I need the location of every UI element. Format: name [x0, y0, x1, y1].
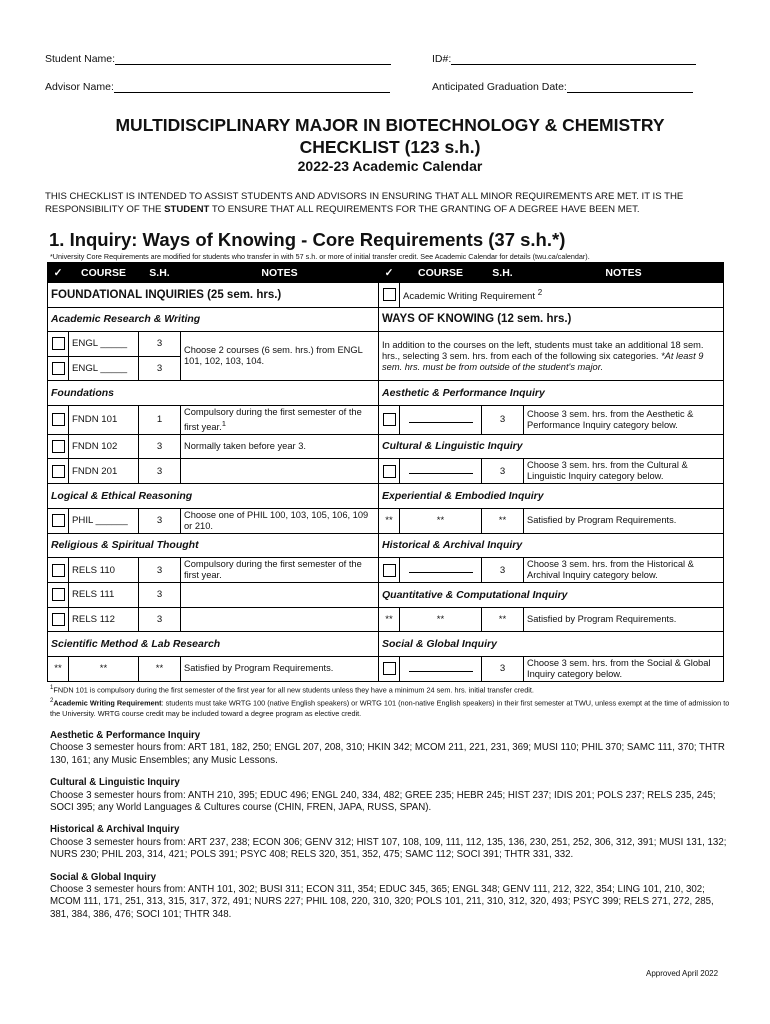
engl-2-checkbox[interactable]: [52, 362, 65, 375]
table-cell: [48, 508, 69, 533]
scientific-heading: Scientific Method & Lab Research: [48, 632, 379, 657]
table-row: [48, 332, 724, 357]
calendar-title: 2022-23 Academic Calendar: [297, 158, 483, 174]
quantitative-sh: **: [482, 607, 524, 632]
category-text: Choose 3 semester hours from: ART 181, 182, 250; ENGL 207, 208, 310; HKIN 342; MCOM 211, 221, 231, 369; MUSI 110; PHIL 370; SAMC 111, 370; THTR 130, 161; any Music Ensembles; any Music Lessons.: [50, 742, 725, 766]
list-item: [50, 777, 730, 814]
historical-course-field[interactable]: [400, 558, 482, 583]
fndn101-course: FNDN 101: [69, 405, 139, 434]
category-text: Choose 3 semester hours from: ANTH 101, 302; BUSI 311; ECON 311, 354; EDUC 345, 365; ENGL 348; GENV 111, 212, 322, 354; LING 101, 210, 302; MCOM 111, 171, 251, 313, 315, 317, 372, 491; NURS 227; PHIL 108, 220, 310, 320; POLS 101, 211, 310, 312, 320, 493; PSYC 399; RELS 271, 272, 285, 381, 384, 386, 476; SOCI 101; THTR 348.: [50, 884, 714, 920]
quantitative-note: Satisfied by Program Requirements.: [524, 607, 724, 632]
phil-note: Choose one of PHIL 100, 103, 105, 106, 109 or 210.: [181, 508, 379, 533]
table-cell: [379, 405, 400, 434]
ways-of-knowing-heading: WAYS OF KNOWING (12 sem. hrs.): [379, 307, 724, 332]
social-course-field[interactable]: [400, 656, 482, 681]
footnote-ref: 2: [537, 287, 543, 297]
table-row: [48, 656, 724, 681]
phil-course[interactable]: PHIL ______: [69, 508, 139, 533]
check-header-right: ✓: [379, 263, 400, 283]
wok-note-italic: *At least 9 sem. hrs. must be from outside of the student's major.: [382, 350, 704, 372]
graduation-date-field[interactable]: [567, 82, 693, 93]
table-cell: [48, 607, 69, 632]
footnote-2-text: : students must take WRTG 100 (native English speakers) or WRTG 101 (non-native English speakers) in their first semester at TWU, unless exempt at the time of admission to the University. WRTG course credit may be included toward a degree program as elective credit.: [50, 698, 730, 718]
table-cell: [48, 459, 69, 484]
notice-text-end: TO ENSURE THAT ALL REQUIREMENTS FOR THE GRANTING OF A DEGREE HAVE BEEN MET.: [209, 204, 640, 215]
blank-line: [409, 414, 473, 423]
notes-header-right: NOTES: [524, 263, 724, 283]
sh-header: S.H.: [139, 263, 181, 283]
list-item: [50, 824, 730, 861]
table-row: [48, 381, 724, 406]
footnotes: [50, 683, 730, 719]
student-name-row: [45, 53, 391, 65]
id-label: ID#:: [432, 53, 452, 65]
rels112-course: RELS 112: [69, 607, 139, 632]
footnote-ref: 1: [221, 418, 227, 428]
category-heading: Cultural & Linguistic Inquiry: [50, 777, 180, 789]
rels110-sh: 3: [139, 558, 181, 583]
rels112-sh: 3: [139, 607, 181, 632]
engl-2-course[interactable]: ENGL _____: [69, 356, 139, 381]
engl-1-checkbox[interactable]: [52, 337, 65, 350]
table-row: [48, 405, 724, 434]
academic-writing-checkbox[interactable]: [383, 288, 396, 301]
table-row: [48, 459, 724, 484]
experiential-heading: Experiential & Embodied Inquiry: [379, 484, 724, 509]
table-cell: [48, 434, 69, 459]
blank-line: [409, 465, 473, 474]
fndn102-checkbox[interactable]: [52, 440, 65, 453]
checklist-table: [47, 262, 724, 682]
table-cell: [379, 656, 400, 681]
quantitative-check: **: [379, 607, 400, 632]
category-heading: Social & Global Inquiry: [50, 871, 157, 883]
table-cell: [48, 558, 69, 583]
section-note: *University Core Requirements are modified for students who transfer in with 57 s.h. or more of initial transfer credit. See Academic Calendar for details (twu.ca/calendar).: [50, 252, 590, 261]
blank-line: [409, 564, 473, 573]
page-title: MULTIDISCIPLINARY MAJOR IN BIOTECHNOLOGY & CHEMISTRY: [115, 115, 665, 135]
category-heading: Aesthetic & Performance Inquiry: [50, 730, 201, 741]
footnote-2-bold: Academic Writing Requirement: [53, 698, 162, 708]
table-cell: [379, 558, 400, 583]
engl-1-course[interactable]: ENGL _____: [69, 332, 139, 357]
approval-date: Approved April 2022: [646, 969, 719, 978]
category-lists: [50, 730, 730, 931]
list-item: [50, 730, 730, 767]
footnote-marker: 1: [50, 684, 54, 691]
intro-notice: [45, 190, 725, 216]
historical-checkbox[interactable]: [383, 564, 396, 577]
phil-sh: 3: [139, 508, 181, 533]
rels110-checkbox[interactable]: [52, 564, 65, 577]
scientific-check: **: [48, 656, 69, 681]
phil-checkbox[interactable]: [52, 514, 65, 527]
cultural-note: Choose 3 sem. hrs. from the Cultural & Linguistic Inquiry category below.: [524, 459, 724, 484]
table-row: [48, 583, 724, 608]
engl-note: Choose 2 courses (6 sem. hrs.) from ENGL 101, 102, 103, 104.: [181, 332, 379, 381]
scientific-sh: **: [139, 656, 181, 681]
student-name-field[interactable]: [115, 54, 391, 65]
experiential-sh: **: [482, 508, 524, 533]
ways-of-knowing-note: [379, 332, 724, 381]
sh-header-right: S.H.: [482, 263, 524, 283]
category-text: Choose 3 semester hours from: ART 237, 238; ECON 306; GENV 312; HIST 107, 108, 109, 111, 112, 135, 136, 230, 251, 252, 306, 312, 391; MUSI 131, 132; NURS 230; PHIL 203, 314, 421; POLS 391; PSYC 408; RELS 320, 351, 352, 475; SAMC 112; SOCI 391; THTR 331, 332.: [50, 836, 727, 861]
notes-header: NOTES: [181, 263, 379, 283]
category-text: Choose 3 semester hours from: ANTH 210, 395; EDUC 496; ENGL 240, 334, 482; GREE 235; HEBR 245; HIST 237; IDIS 201; POLS 237; RELS 235, 245; SOCI 395; any World Languages & Cultures course (CHIN, FREN, JAPA, RUSS, SPAN).: [50, 789, 716, 814]
table-row: [48, 607, 724, 632]
table-row: [48, 508, 724, 533]
aesthetic-checkbox[interactable]: [383, 413, 396, 426]
quantitative-heading: Quantitative & Computational Inquiry: [379, 583, 724, 608]
wok-note-text: In addition to the courses on the left, students must take an additional 18 sem. hrs., selecting 3 sem. hrs. from each of the following six categories.: [382, 339, 704, 361]
foundational-inquiries-heading: FOUNDATIONAL INQUIRIES (25 sem. hrs.): [48, 283, 379, 308]
academic-writing-label: Academic Writing Requirement: [403, 290, 536, 302]
table-header: [48, 263, 724, 283]
social-checkbox[interactable]: [383, 662, 396, 675]
fndn102-course: FNDN 102: [69, 434, 139, 459]
table-row: [48, 632, 724, 657]
experiential-note: Satisfied by Program Requirements.: [524, 508, 724, 533]
footnote-1-text: FNDN 101 is compulsory during the first semester of the first year for all new students unless they have a minimum 24 sem. hrs. initial transfer credit.: [53, 685, 534, 695]
social-sh: 3: [482, 656, 524, 681]
blank-line: [409, 663, 473, 672]
table-cell: [379, 283, 400, 308]
graduation-date-label: Anticipated Graduation Date:: [432, 81, 567, 93]
rels110-note: Compulsory during the first semester of the first year.: [181, 558, 379, 583]
cultural-course-field[interactable]: [400, 459, 482, 484]
check-header: ✓: [48, 263, 69, 283]
course-header: COURSE: [69, 263, 139, 283]
footnote-marker: 2: [50, 696, 54, 704]
religious-heading: Religious & Spiritual Thought: [48, 533, 379, 558]
historical-note: Choose 3 sem. hrs. from the Historical & Archival Inquiry category below.: [524, 558, 724, 583]
scientific-course: **: [69, 656, 139, 681]
notice-text: THIS CHECKLIST IS INTENDED TO ASSIST STUDENTS AND ADVISORS IN ENSURING THAT ALL MINOR REQUIREMENTS ARE MET. IT IS THE RESPONSIBILITY OF THE: [45, 191, 684, 215]
social-heading: Social & Global Inquiry: [379, 632, 724, 657]
table-cell: [48, 356, 69, 381]
table-cell: [48, 583, 69, 608]
table-cell: [48, 332, 69, 357]
table-cell: [48, 405, 69, 434]
table-row: [48, 307, 724, 332]
id-field[interactable]: [451, 54, 696, 65]
fndn101-checkbox[interactable]: [52, 413, 65, 426]
experiential-course: **: [400, 508, 482, 533]
cultural-sh: 3: [482, 459, 524, 484]
rels111-course: RELS 111: [69, 583, 139, 608]
footnote-1: [50, 683, 730, 696]
advisor-name-row: [45, 81, 390, 93]
notice-bold: STUDENT: [164, 204, 210, 215]
footnote-2: [50, 696, 730, 719]
foundations-heading: Foundations: [48, 381, 379, 406]
fndn201-course: FNDN 201: [69, 459, 139, 484]
fndn101-sh: 1: [139, 405, 181, 434]
rels112-checkbox[interactable]: [52, 613, 65, 626]
advisor-name-field[interactable]: [114, 82, 390, 93]
quantitative-course: **: [400, 607, 482, 632]
table-row: [48, 434, 724, 459]
id-row: [432, 53, 696, 65]
experiential-check: **: [379, 508, 400, 533]
course-header-right: COURSE: [400, 263, 482, 283]
fndn201-checkbox[interactable]: [52, 465, 65, 478]
rels111-note: [181, 583, 379, 608]
aesthetic-sh: 3: [482, 405, 524, 434]
rels111-sh: 3: [139, 583, 181, 608]
table-row: [48, 484, 724, 509]
section-title: 1. Inquiry: Ways of Knowing - Core Requirements (37 s.h.*): [49, 229, 566, 250]
aesthetic-note: Choose 3 sem. hrs. from the Aesthetic & Performance Inquiry category below.: [524, 405, 724, 434]
advisor-name-label: Advisor Name:: [45, 81, 114, 93]
academic-writing-requirement: [400, 283, 724, 308]
rels112-note: [181, 607, 379, 632]
engl-1-sh: 3: [139, 332, 181, 357]
table-row: [48, 558, 724, 583]
cultural-checkbox[interactable]: [383, 465, 396, 478]
fndn201-sh: 3: [139, 459, 181, 484]
list-item: [50, 872, 730, 922]
fndn102-note: Normally taken before year 3.: [181, 434, 379, 459]
cultural-heading: Cultural & Linguistic Inquiry: [379, 434, 724, 459]
historical-heading: Historical & Archival Inquiry: [379, 533, 724, 558]
social-note: Choose 3 sem. hrs. from the Social & Global Inquiry category below.: [524, 656, 724, 681]
fndn101-note: [181, 405, 379, 434]
table-cell: [379, 459, 400, 484]
academic-research-heading: Academic Research & Writing: [48, 307, 379, 332]
student-name-label: Student Name:: [45, 53, 116, 65]
page-subtitle: CHECKLIST (123 s.h.): [299, 137, 481, 157]
engl-2-sh: 3: [139, 356, 181, 381]
fndn201-note: [181, 459, 379, 484]
aesthetic-heading: Aesthetic & Performance Inquiry: [379, 381, 724, 406]
table-row: [48, 533, 724, 558]
graduation-date-row: [432, 81, 693, 93]
historical-sh: 3: [482, 558, 524, 583]
category-heading: Historical & Archival Inquiry: [50, 824, 180, 836]
aesthetic-course-field[interactable]: [400, 405, 482, 434]
rels110-course: RELS 110: [69, 558, 139, 583]
table-row: [48, 283, 724, 308]
fndn101-note-text: Compulsory during the first semester of the first year.: [184, 406, 362, 432]
logical-heading: Logical & Ethical Reasoning: [48, 484, 379, 509]
fndn102-sh: 3: [139, 434, 181, 459]
scientific-note: Satisfied by Program Requirements.: [181, 656, 379, 681]
rels111-checkbox[interactable]: [52, 588, 65, 601]
